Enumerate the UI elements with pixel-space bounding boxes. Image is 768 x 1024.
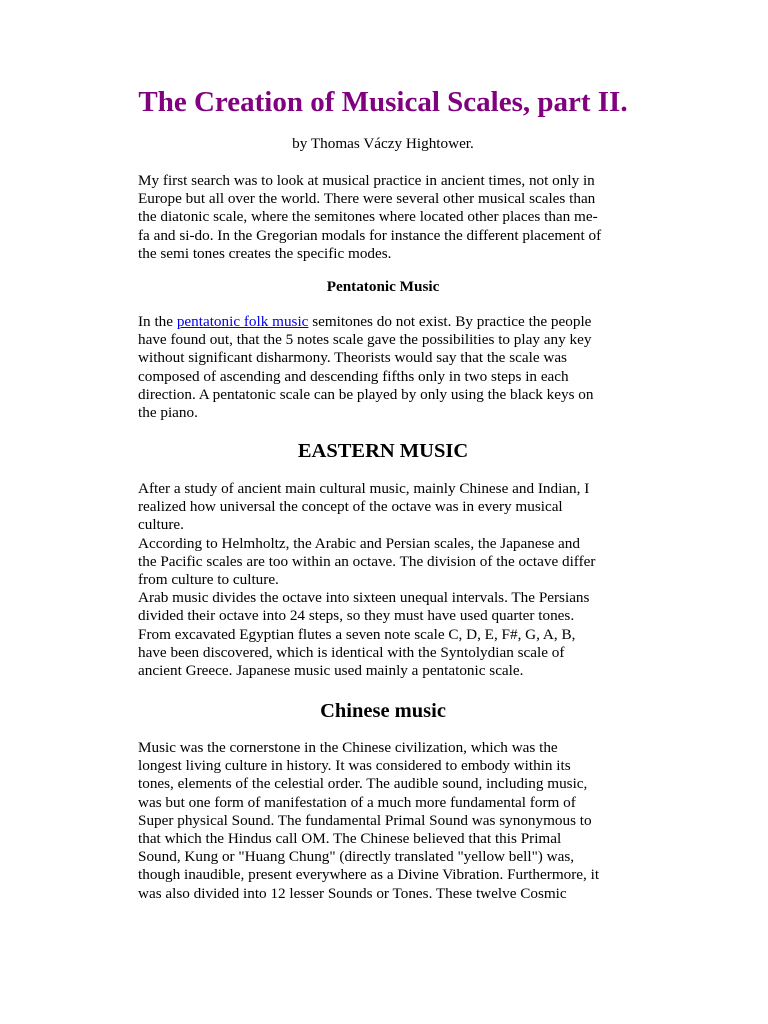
text-line: that which the Hindus call OM. The Chinese believed that this Primal [138, 830, 562, 848]
text-fragment: semitones do not exist. By practice the people [308, 313, 592, 330]
eastern-music-heading: EASTERN MUSIC [297, 440, 469, 462]
text-line: Arab music divides the octave into sixteen unequal intervals. The Persians [138, 589, 590, 607]
text-line: though inaudible, present everywhere as a Divine Vibration. Furthermore, it [138, 866, 600, 884]
text-line: According to Helmholtz, the Arabic and Persian scales, the Japanese and [138, 534, 580, 552]
text-line [138, 313, 628, 331]
text-line: divided their octave into 24 steps, so they must have used quarter tones. [138, 607, 575, 625]
pentatonic-folk-music-link[interactable]: pentatonic folk music [176, 313, 309, 330]
eastern-paragraph [138, 480, 628, 680]
text-line: My first search was to look at musical practice in ancient times, not only in [138, 172, 595, 189]
text-line: have been discovered, which is identical with the Syntolydian scale of [138, 643, 565, 661]
text-line: have found out, that the 5 notes scale gave the possibilities to play any key [138, 331, 592, 349]
text-line: From excavated Egyptian flutes a seven note scale C, D, E, F#, G, A, B, [138, 625, 576, 643]
page-title: The Creation of Musical Scales, part II. [138, 86, 628, 118]
text-line: the diatonic scale, where the semitones where located other places than me- [138, 208, 598, 226]
text-line: without significant disharmony. Theorists would say that the scale was [138, 349, 567, 367]
text-line: fa and si-do. In the Gregorian modals for instance the different placement of [138, 226, 602, 244]
text-line: tones, elements of the celestial order. The audible sound, including music, [138, 775, 588, 793]
text-line: Europe but all over the world. There were several other musical scales than [138, 190, 596, 208]
byline: by Thomas Váczy Hightower. [292, 135, 474, 152]
chinese-music-heading: Chinese music [320, 700, 446, 722]
text-line: was but one form of manifestation of a much more fundamental form of [138, 793, 576, 811]
text-line: the semi tones creates the specific modes. [138, 244, 392, 262]
text-line: composed of ascending and descending fifths only in two steps in each [138, 367, 569, 385]
pentatonic-paragraph [138, 313, 628, 422]
text-line: realized how universal the concept of the octave was in every musical [138, 498, 563, 516]
text-line: Sound, Kung or "Huang Chung" (directly translated "yellow bell") was, [138, 848, 575, 866]
text-line: the piano. [138, 404, 198, 422]
text-line: from culture to culture. [138, 571, 279, 589]
text-line: ancient Greece. Japanese music used mainly a pentatonic scale. [138, 662, 524, 680]
pentatonic-heading: Pentatonic Music [326, 278, 440, 295]
text-line: Music was the cornerstone in the Chinese civilization, which was the [138, 739, 558, 756]
text-line: Super physical Sound. The fundamental Primal Sound was synonymous to [138, 811, 592, 829]
text-line: longest living culture in history. It was considered to embody within its [138, 757, 571, 775]
chinese-paragraph [138, 739, 628, 903]
text-line: After a study of ancient main cultural music, mainly Chinese and Indian, I [138, 480, 590, 497]
text-line: direction. A pentatonic scale can be played by only using the black keys on [138, 385, 594, 403]
text-line: the Pacific scales are too within an octave. The division of the octave differ [138, 552, 596, 570]
text-fragment: In the [138, 313, 177, 330]
intro-paragraph [138, 172, 628, 263]
text-line: culture. [138, 516, 184, 534]
text-line: was also divided into 12 lesser Sounds or Tones. These twelve Cosmic [138, 884, 567, 902]
